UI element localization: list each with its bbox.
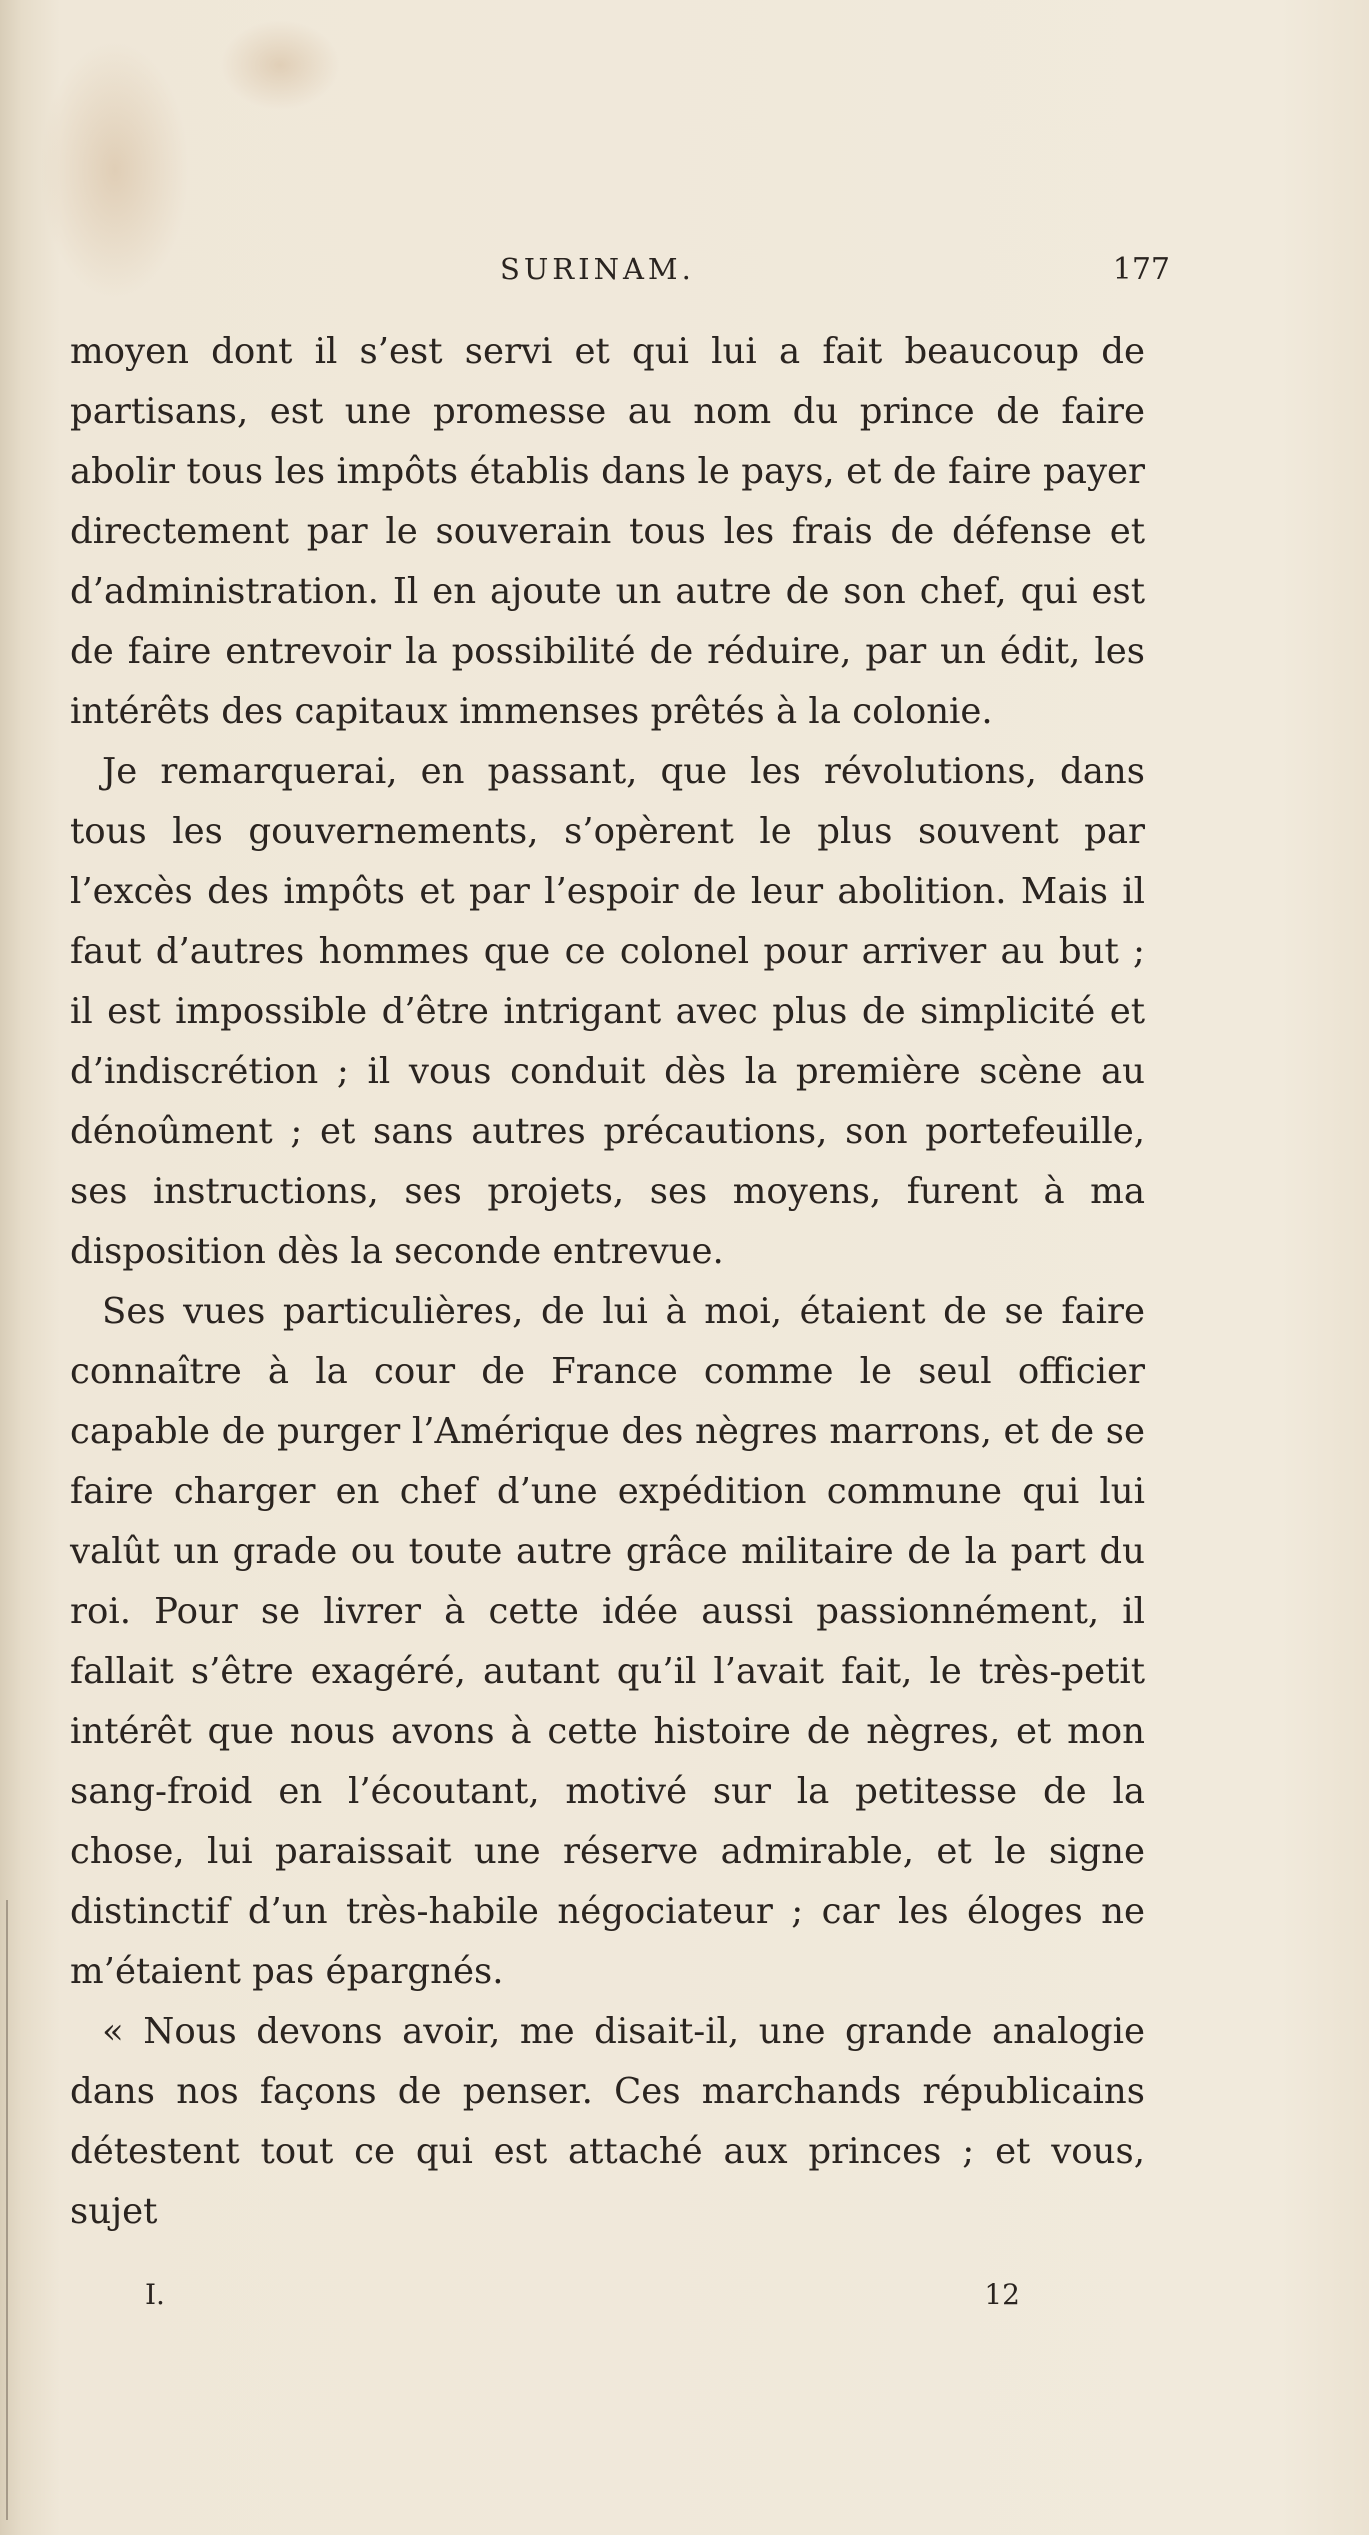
sheet-number: 12 <box>984 2278 1020 2311</box>
body-text <box>70 322 1145 2242</box>
paragraph: Je remarquerai, en passant, que les révolutions, dans tous les gouvernements, s’opèrent le plus souvent par l’excès des impôts et par l’espoir de leur abolition. Mais il faut d’autres hommes que ce colonel pour arriver au but ; il est impossible d’être intrigant avec plus de simplicité et d’indiscrétion ; il vous conduit dès la première scène au dénoûment ; et sans autres précautions, son portefeuille, ses instructions, ses projets, ses moyens, furent à ma disposition dès la seconde entrevue. <box>70 751 1145 1272</box>
running-head <box>100 252 1170 292</box>
binding-edge <box>6 1900 8 2520</box>
paragraph: « Nous devons avoir, me disait-il, une grande analogie dans nos façons de penser. Ces marchands républicains détestent tout ce qui est attaché aux princes ; et vous, sujet <box>70 2011 1145 2232</box>
page-footer <box>100 2278 1020 2318</box>
paper-stain <box>220 20 340 110</box>
paragraph: Ses vues particulières, de lui à moi, étaient de se faire connaître à la cour de France comme le seul officier capable de purger l’Amérique des nègres marrons, et de se faire charger en chef d’une expédition commune qui lui valût un grade ou toute autre grâce militaire de la part du roi. Pour se livrer à cette idée aussi passionnément, il fallait s’être exagéré, autant qu’il l’avait fait, le très-petit intérêt que nous avons à cette histoire de nègres, et mon sang-froid en l’écoutant, motivé sur la petitesse de la chose, lui paraissait une réserve admirable, et le signe distinctif d’un très-habile négociateur ; car les éloges ne m’étaient pas épargnés. <box>70 1291 1145 1992</box>
paragraph: moyen dont il s’est servi et qui lui a fait beaucoup de partisans, est une promesse au nom du prince de faire abolir tous les impôts établis dans le pays, et de faire payer directement par le souverain tous les frais de défense et d’administration. Il en ajoute un autre de son chef, qui est de faire entrevoir la possibilité de réduire, par un édit, les intérêts des capitaux immenses prêtés à la colonie. <box>70 331 1145 732</box>
page-number: 177 <box>1112 252 1170 287</box>
running-title: SURINAM. <box>500 252 695 286</box>
signature-mark: I. <box>145 2278 165 2311</box>
